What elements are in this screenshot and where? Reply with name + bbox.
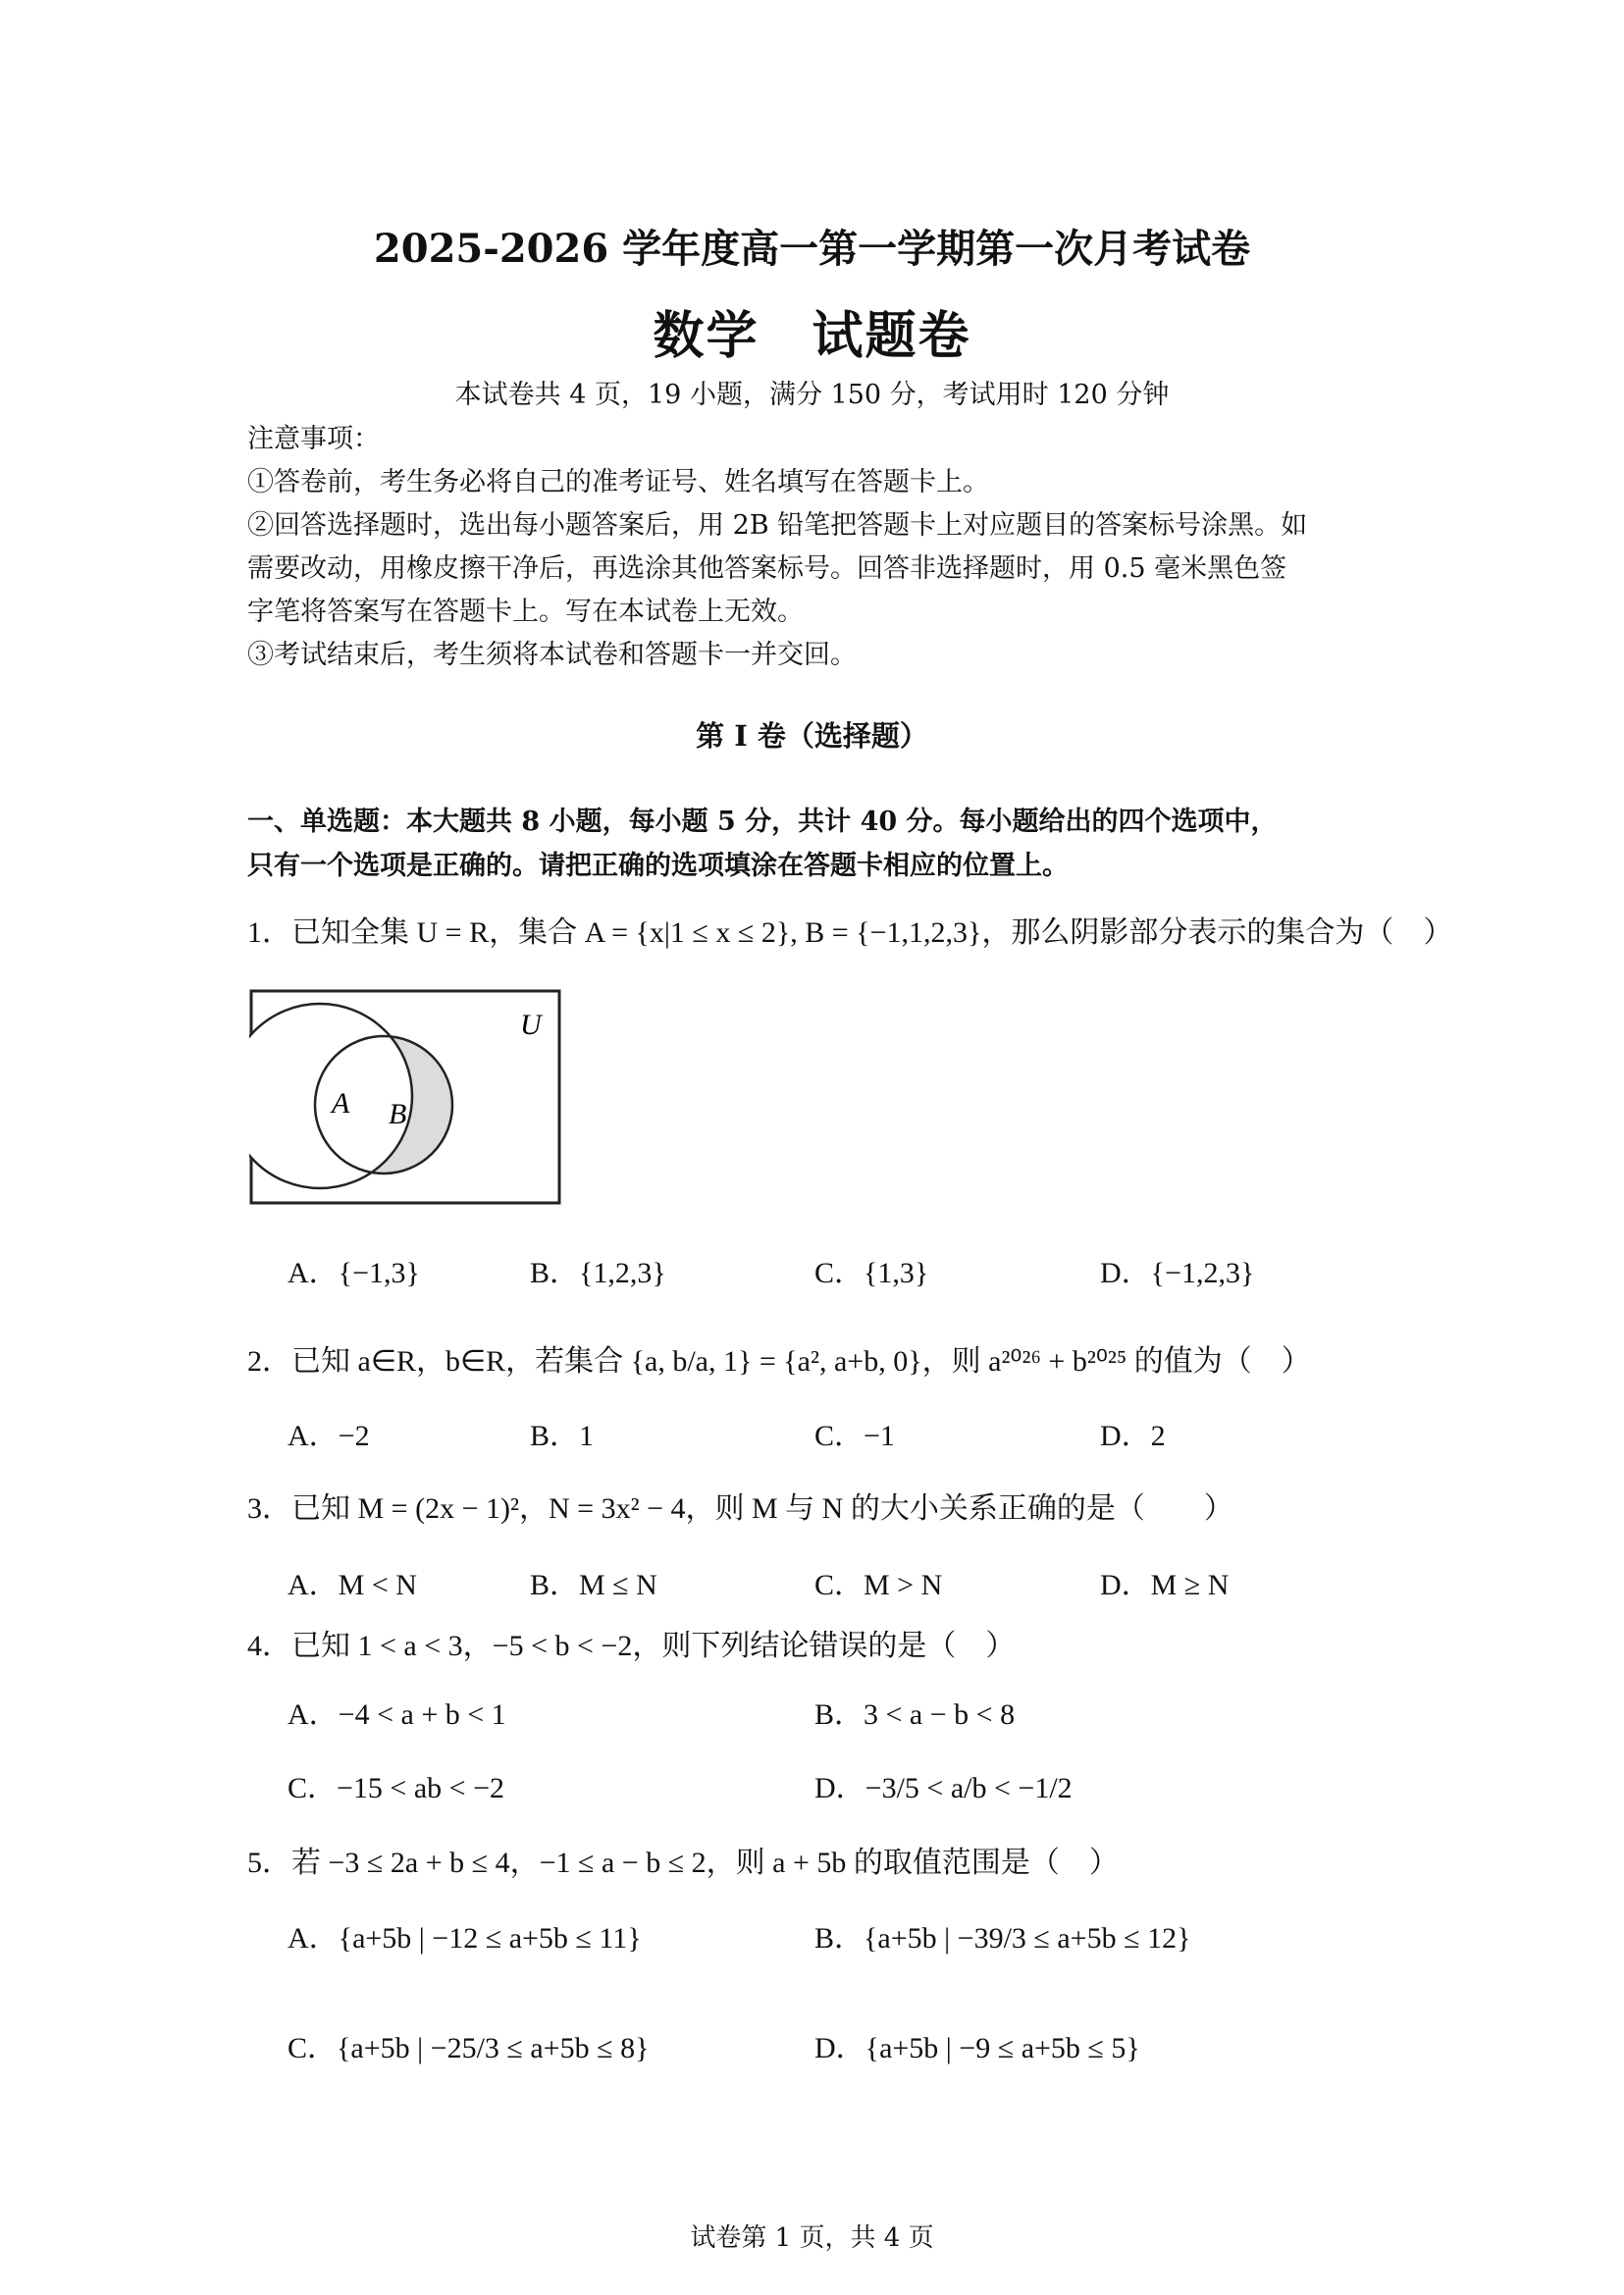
exam-info: 本试卷共 4 页，19 小题，满分 150 分，考试用时 120 分钟 (454, 380, 1170, 410)
option-d: D．{−1,2,3} (1100, 1257, 1255, 1289)
note-line: ①答卷前，考生务必将自己的准考证号、姓名填写在答题卡上。 (247, 467, 989, 497)
note-line: 字笔将答案写在答题卡上。写在本试卷上无效。 (247, 597, 804, 627)
option-a: A．−2 (288, 1420, 370, 1452)
option-d: D．−3/5 < a/b < −1/2 (814, 1772, 1073, 1804)
option-b: B．1 (530, 1420, 595, 1452)
question-stem: 3．已知 M = (2x − 1)²，N = 3x² − 4，则 M 与 N 的大小关系正确的是（ ） (247, 1492, 1233, 1525)
option-c: C．{1,3} (814, 1257, 929, 1289)
venn-diagram (249, 989, 563, 1207)
question-stem: 2．已知 a∈R，b∈R，若集合 {a, b/a, 1} = {a², a+b, 0}，则 a²⁰²⁶ + b²⁰²⁵ 的值为（ ） (247, 1345, 1311, 1378)
option-b: B．{1,2,3} (530, 1257, 666, 1289)
exam-title: 2025-2026 学年度高一第一学期第一次月考试卷 (373, 226, 1251, 272)
label-u: U (520, 1009, 542, 1041)
question-stem: 1．已知全集 U = R，集合 A = {x|1 ≤ x ≤ 2}, B = {−1,1,2,3}，那么阴影部分表示的集合为（ ） (247, 916, 1453, 949)
label-a: A (332, 1087, 350, 1120)
option-b: B．{a+5b | −39/3 ≤ a+5b ≤ 12} (814, 1922, 1191, 1955)
option-d: D．{a+5b | −9 ≤ a+5b ≤ 5} (814, 2032, 1140, 2064)
option-a: A．{−1,3} (288, 1257, 420, 1289)
option-c: C．{a+5b | −25/3 ≤ a+5b ≤ 8} (288, 2032, 650, 2064)
option-d: D．M ≥ N (1100, 1569, 1230, 1601)
option-d: D．2 (1100, 1420, 1166, 1452)
option-c: C．−1 (814, 1420, 895, 1452)
note-line: 需要改动，用橡皮擦干净后，再选涂其他答案标号。回答非选择题时，用 0.5 毫米黑色签 (247, 553, 1287, 584)
option-b: B．M ≤ N (530, 1569, 657, 1601)
section-instructions: 一、单选题：本大题共 8 小题，每小题 5 分，共计 40 分。每小题给出的四个选项中， (247, 807, 1278, 837)
option-a: A．{a+5b | −12 ≤ a+5b ≤ 11} (288, 1922, 642, 1955)
note-line: ③考试结束后，考生须将本试卷和答题卡一并交回。 (247, 640, 857, 670)
question-stem: 5．若 −3 ≤ 2a + b ≤ 4，−1 ≤ a − b ≤ 2，则 a + 5b 的取值范围是（ ） (247, 1847, 1119, 1879)
label-b: B (389, 1098, 407, 1130)
option-c: C．M > N (814, 1569, 943, 1601)
option-a: A．−4 < a + b < 1 (288, 1698, 506, 1731)
option-c: C．−15 < ab < −2 (288, 1772, 505, 1804)
section-instructions: 只有一个选项是正确的。请把正确的选项填涂在答题卡相应的位置上。 (247, 851, 1069, 881)
option-a: A．M < N (288, 1569, 417, 1601)
notes-heading: 注意事项： (247, 424, 380, 454)
section-title: 第 I 卷（选择题） (696, 719, 928, 753)
question-stem: 4．已知 1 < a < 3，−5 < b < −2，则下列结论错误的是（ ） (247, 1630, 1016, 1662)
exam-subtitle: 数学 试题卷 (653, 306, 971, 366)
option-b: B．3 < a − b < 8 (814, 1698, 1016, 1731)
note-line: ②回答选择题时，选出每小题答案后，用 2B 铅笔把答题卡上对应题目的答案标号涂黑。如 (247, 510, 1308, 541)
page-footer: 试卷第 1 页，共 4 页 (690, 2223, 934, 2253)
